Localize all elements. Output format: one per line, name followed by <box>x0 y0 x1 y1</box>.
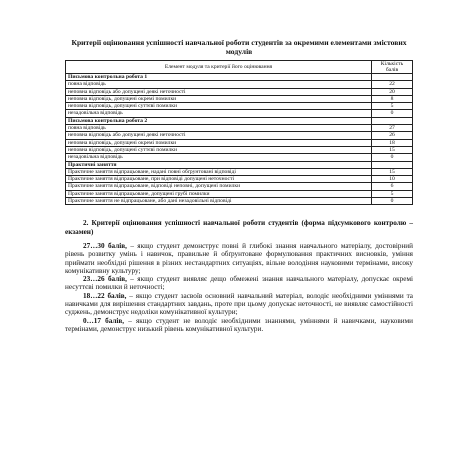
criterion-score: 0 <box>372 110 413 117</box>
criterion-score: 20 <box>372 88 413 95</box>
table-row <box>66 190 413 197</box>
table-row <box>66 139 413 146</box>
table-row <box>66 103 413 110</box>
criterion-score <box>372 117 413 124</box>
grade-range: 23…26 балів, <box>83 275 127 284</box>
criterion-score: 0 <box>372 154 413 161</box>
criterion-score: 5 <box>372 103 413 110</box>
exam-criteria-section <box>65 219 413 333</box>
grade-description: – якщо студент виявляє дещо обмежені знання навчального матеріалу, допускає окремі несуттєві помилки й неточності; <box>65 275 413 292</box>
criterion-score: 26 <box>372 132 413 139</box>
criterion-label: Практичне заняття не відпрацьоване, або дані незадовільні відповіді <box>66 198 372 205</box>
grade-description: – якщо студент не володіє необхідними знаннями, уміннями й навичками, науковими термінами, демонструє низький рівень комунікативної культури. <box>65 316 413 333</box>
criterion-score: 10 <box>372 176 413 183</box>
criterion-label: повна відповідь <box>66 125 372 132</box>
grade-range: 18…22 балів, <box>83 291 127 300</box>
criterion-label: Практичне заняття відпрацьоване, при відповіді допущені неточності <box>66 176 372 183</box>
criterion-score: 15 <box>372 146 413 153</box>
criterion-score: 22 <box>372 81 413 88</box>
table-row <box>66 176 413 183</box>
criterion-label: неповна відповідь, допущені суттєві помилки <box>66 103 372 110</box>
header-element: Елемент модуля та критерії його оцінювання <box>66 61 372 74</box>
table-body <box>66 74 413 205</box>
criterion-score: 0 <box>372 198 413 205</box>
table-row <box>66 183 413 190</box>
grade-criterion <box>65 317 413 334</box>
criteria-table <box>65 60 413 205</box>
criterion-label: Практичне заняття відпрацьоване, відповіді неповні, допущені помилки <box>66 183 372 190</box>
criterion-label: неповна відповідь, допущені окремі помилки <box>66 139 372 146</box>
grade-criterion <box>65 242 413 275</box>
criterion-score: 18 <box>372 139 413 146</box>
criterion-label: Практичне заняття відпрацьоване, надані повні обґрунтовані відповіді <box>66 168 372 175</box>
section-heading: 2. Критерії оцінювання успішності навчальної роботи студентів (форма підсумкового контролю –екзамен) <box>65 219 413 236</box>
criterion-score: 27 <box>372 125 413 132</box>
criterion-label: Письмова контрольна робота 2 <box>66 117 372 124</box>
criterion-label: неповна відповідь, допущені окремі помилки <box>66 95 372 102</box>
document-title: Критерії оцінювання успішності навчальної роботи студентів за окремими елементами змістових модулів <box>71 38 407 56</box>
table-row <box>66 132 413 139</box>
criterion-score <box>372 74 413 81</box>
grade-description: – якщо студент засвоїв основний навчальний матеріал, володіє необхідними уміннями та навичками для вирішення стандартних завдань, проте при цьому допускає неточності, не виявляє самостійності суджень, демонструє недоліки комунікативної культури; <box>65 291 413 317</box>
table-row <box>66 146 413 153</box>
criterion-label: незадовільна відповідь <box>66 154 372 161</box>
table-section-row <box>66 74 413 81</box>
table-header-row <box>66 61 413 74</box>
table-section-row <box>66 117 413 124</box>
criterion-score: 15 <box>372 168 413 175</box>
table-row <box>66 88 413 95</box>
grade-range: 27…30 балів, <box>83 241 127 250</box>
table-row <box>66 110 413 117</box>
criterion-score <box>372 161 413 168</box>
grade-description: – якщо студент демонструє повні й глибокі знання навчального матеріалу, достовірний рівень розвитку умінь і навичок, правильне й обґрунтоване формулювання практичних висновків, уміння приймати необхідні рішення в різних нестандартних ситуаціях, вільне володіння науковими термінами, високу комунікативну культуру; <box>65 241 413 275</box>
grade-criterion <box>65 275 413 292</box>
criterion-score: 6 <box>372 183 413 190</box>
table-row <box>66 125 413 132</box>
header-count: Кількість балів <box>372 61 413 74</box>
table-row <box>66 154 413 161</box>
criterion-label: незадовільна відповідь <box>66 110 372 117</box>
criterion-score: 5 <box>372 190 413 197</box>
criterion-label: Письмова контрольна робота 1 <box>66 74 372 81</box>
table-section-row <box>66 161 413 168</box>
criterion-label: Практичне заняття відпрацьоване, допущені грубі помилки <box>66 190 372 197</box>
criterion-label: повна відповідь <box>66 81 372 88</box>
criterion-label: Практичні заняття <box>66 161 372 168</box>
criteria-list <box>65 242 413 333</box>
table-row <box>66 168 413 175</box>
table-row <box>66 198 413 205</box>
criterion-score: 8 <box>372 95 413 102</box>
grade-criterion <box>65 292 413 317</box>
criterion-label: неповна відповідь або допущені деякі неточності <box>66 132 372 139</box>
grade-range: 0…17 балів, <box>83 316 125 325</box>
criterion-label: неповна відповідь або допущені деякі неточності <box>66 88 372 95</box>
document-page <box>65 38 413 333</box>
criterion-label: неповна відповідь, допущені суттєві помилки <box>66 146 372 153</box>
table-row <box>66 95 413 102</box>
table-row <box>66 81 413 88</box>
